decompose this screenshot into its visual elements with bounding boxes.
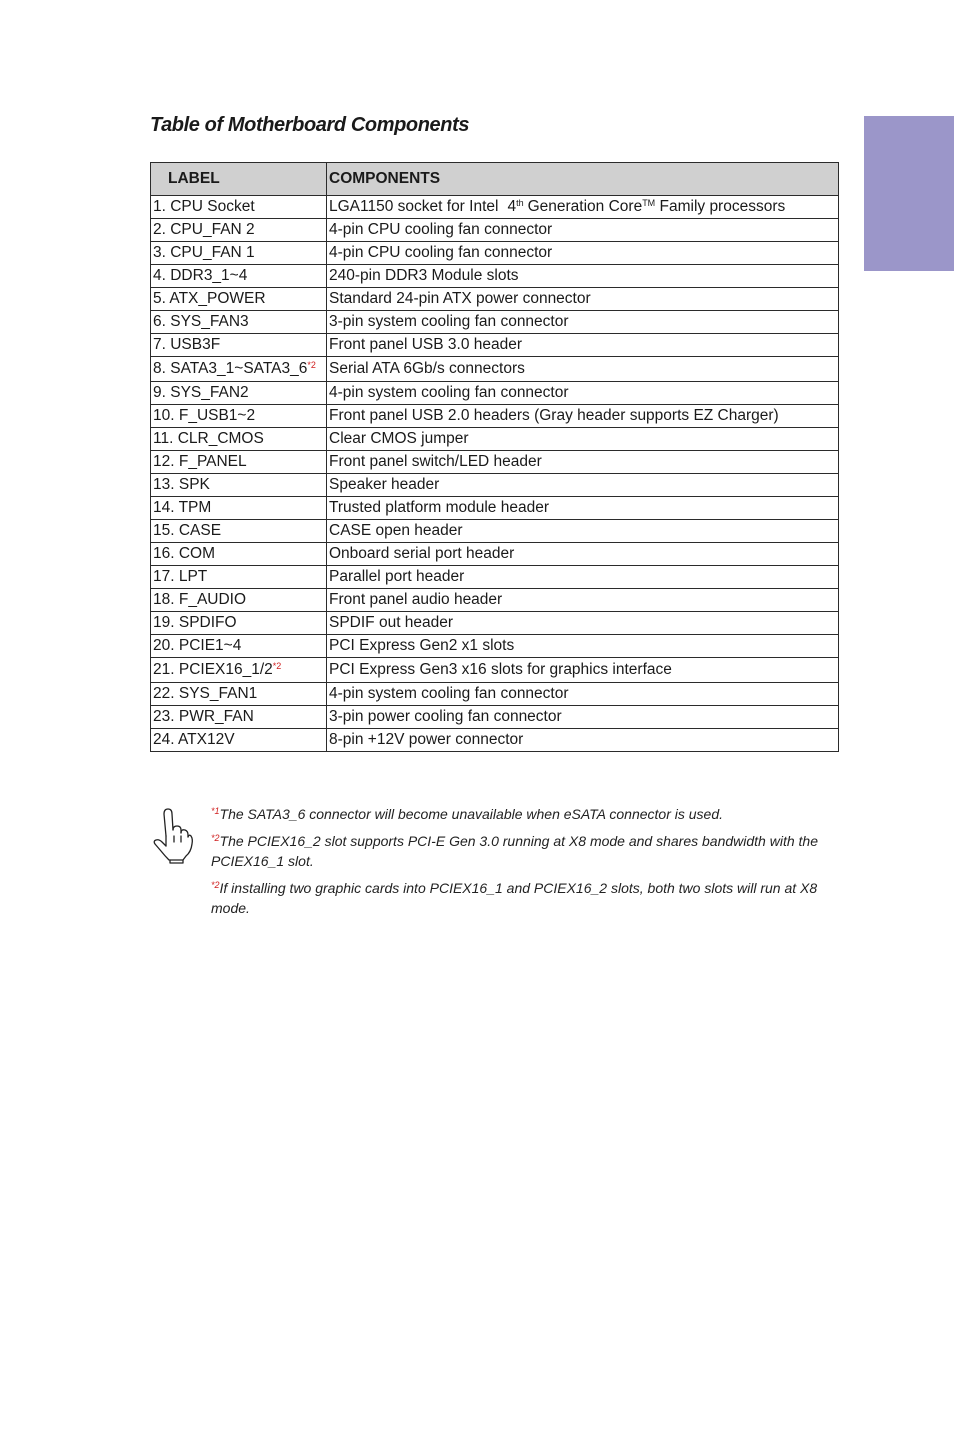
row-component: SPDIF out header [327, 612, 839, 635]
notes-section [150, 804, 840, 925]
row-component: 4-pin system cooling fan connector [327, 683, 839, 706]
row-label: 20. PCIE1~4 [151, 635, 327, 658]
row-label: 3. CPU_FAN 1 [151, 242, 327, 265]
row-label: 21. PCIEX16_1/2$^{*2}$ [151, 658, 327, 683]
header-label: LABEL [151, 163, 327, 196]
table-row [151, 428, 839, 451]
table-row [151, 382, 839, 405]
table-row [151, 683, 839, 706]
row-component: 8-pin +12V power connector [327, 729, 839, 752]
row-label: 14. TPM [151, 497, 327, 520]
row-label: 7. USB3F [151, 334, 327, 357]
row-component: Parallel port header [327, 566, 839, 589]
table-header-row [151, 163, 839, 196]
side-tab [864, 116, 954, 271]
table-row [151, 334, 839, 357]
table-row [151, 543, 839, 566]
row-label: 5. ATX_POWER [151, 288, 327, 311]
row-label: 12. F_PANEL [151, 451, 327, 474]
row-component: 4-pin CPU cooling fan connector [327, 242, 839, 265]
table-row [151, 612, 839, 635]
table-row [151, 658, 839, 683]
row-component: 3-pin power cooling fan connector [327, 706, 839, 729]
row-component: 4-pin system cooling fan connector [327, 382, 839, 405]
row-component: Front panel USB 2.0 headers (Gray header supports EZ Charger) [327, 405, 839, 428]
row-label: 24. ATX12V [151, 729, 327, 752]
table-row [151, 474, 839, 497]
row-component: Onboard serial port header [327, 543, 839, 566]
row-component: Front panel audio header [327, 589, 839, 612]
row-label: 19. SPDIFO [151, 612, 327, 635]
row-component: Front panel USB 3.0 header [327, 334, 839, 357]
table-row [151, 451, 839, 474]
row-label: 18. F_AUDIO [151, 589, 327, 612]
table-row [151, 635, 839, 658]
footnote-mark: *2 [272, 661, 282, 672]
row-label: 2. CPU_FAN 2 [151, 219, 327, 242]
row-label: 9. SYS_FAN2 [151, 382, 327, 405]
table-row [151, 497, 839, 520]
table-row [151, 706, 839, 729]
row-label: 23. PWR_FAN [151, 706, 327, 729]
row-label: 11. CLR_CMOS [151, 428, 327, 451]
row-component: Trusted platform module header [327, 497, 839, 520]
table-row [151, 520, 839, 543]
row-label: 6. SYS_FAN3 [151, 311, 327, 334]
table-row [151, 589, 839, 612]
row-component: 3-pin system cooling fan connector [327, 311, 839, 334]
table-row [151, 265, 839, 288]
row-label: 1. CPU Socket [151, 196, 327, 219]
note-item: $^{*2}$If installing two graphic cards into PCIEX16_1 and PCIEX16_2 slots, both two slots will run at X8 mode. [211, 880, 818, 916]
row-label: 13. SPK [151, 474, 327, 497]
table-row [151, 729, 839, 752]
row-component: Speaker header [327, 474, 839, 497]
header-components: COMPONENTS [327, 163, 839, 196]
row-component: Serial ATA 6Gb/s connectors [327, 357, 839, 382]
table-row [151, 405, 839, 428]
footnote-mark: *2 [307, 360, 316, 371]
pointing-hand-icon [150, 806, 194, 864]
table-row [151, 219, 839, 242]
components-table [150, 162, 839, 752]
row-label: 17. LPT [151, 566, 327, 589]
page-title: Table of Motherboard Components [150, 114, 470, 136]
table-row [151, 566, 839, 589]
row-label: 16. COM [151, 543, 327, 566]
row-component: PCI Express Gen3 x16 slots for graphics interface [327, 658, 839, 683]
table-row [151, 311, 839, 334]
row-label: 15. CASE [151, 520, 327, 543]
row-component: 240-pin DDR3 Module slots [327, 265, 839, 288]
row-label: 10. F_USB1~2 [151, 405, 327, 428]
table-row [151, 242, 839, 265]
row-component: Clear CMOS jumper [327, 428, 839, 451]
row-component: 4-pin CPU cooling fan connector [327, 219, 839, 242]
row-component: Front panel switch/LED header [327, 451, 839, 474]
row-label: 8. SATA3_1~SATA3_6$^{*2}$ [151, 357, 327, 382]
table-row [151, 357, 839, 382]
table-row [151, 196, 839, 219]
note-item: $^{*1}$The SATA3_6 connector will become unavailable when eSATA connector is used. [211, 806, 724, 822]
row-label: 22. SYS_FAN1 [151, 683, 327, 706]
note-item: $^{*2}$The PCIEX16_2 slot supports PCI-E Gen 3.0 running at X8 mode and shares bandwidth with the PCIEX16_1 slot. [211, 833, 818, 869]
row-component: LGA1150 socket for Intel 4th Generation Core™ Family processors [327, 196, 839, 219]
table-row [151, 288, 839, 311]
row-label: 4. DDR3_1~4 [151, 265, 327, 288]
row-component: PCI Express Gen2 x1 slots [327, 635, 839, 658]
row-component: CASE open header [327, 520, 839, 543]
row-component: Standard 24-pin ATX power connector [327, 288, 839, 311]
